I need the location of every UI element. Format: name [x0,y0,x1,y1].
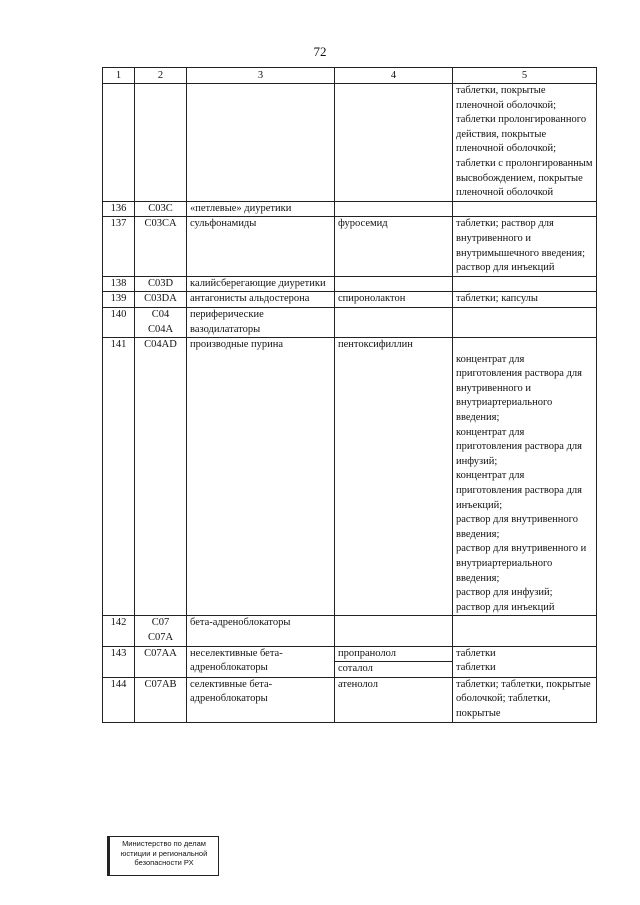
atc-code [135,677,187,722]
medicine-name [335,616,453,646]
dosage-forms [453,677,597,722]
row-number: 138 [103,276,135,292]
table-row [103,338,597,616]
table-row [103,84,597,202]
header-col-1: 1 [103,68,135,84]
medicine-name [335,338,453,616]
medicine-name-line: соталол [335,661,452,677]
header-col-4: 4 [335,68,453,84]
atc-code [135,646,187,677]
header-col-5: 5 [453,68,597,84]
anatomical-therapeutic-group: антагонисты альдостерона [187,292,335,308]
medicine-name-line: фуросемид [338,218,388,230]
dosage-forms-text: концентрат для приготовления раствора для внутривенного и внутриартериального введения; концентрат для приготовления раствора для инфузий; концентрат для приготовления раствора для инъекций; раствор для внутривенного введения; раствор для внутривенного и внутриартериального введения; раствор для инфузий; раствор для инъекций [456,353,587,613]
anatomical-therapeutic-group: калийсберегающие диуретики [187,276,335,292]
atc-code [135,338,187,616]
dosage-forms [453,201,597,217]
header-col-3: 3 [187,68,335,84]
atc-code-line: C07AB [144,678,177,690]
dosage-forms-text: таблетки; раствор для внутривенного и внутримышечного введения; раствор для инъекций [456,218,586,274]
dosage-forms [453,307,597,337]
table-row [103,201,597,217]
atc-code [135,84,187,202]
dosage-forms-text: таблетки; капсулы [456,293,538,305]
medicine-name [335,646,453,677]
atc-code [135,616,187,646]
medicine-name-line: пропранолол [338,647,396,659]
medicine-name-line: атенолол [338,678,378,690]
row-number: 142 [103,616,135,646]
row-number: 136 [103,201,135,217]
atc-code [135,276,187,292]
atc-code-line: C04 [151,308,170,320]
row-number: 144 [103,677,135,722]
atc-code-line: C07A [147,631,174,643]
row-number: 141 [103,338,135,616]
medicine-name [335,276,453,292]
dosage-forms-text: таблетки; таблетки, покрытые оболочкой; таблетки, покрытые [456,678,591,719]
row-number: 137 [103,217,135,276]
table-row [103,307,597,337]
atc-code-line: C03DA [144,293,177,305]
stamp-line: Министерство по делам [122,839,206,848]
atc-code [135,307,187,337]
atc-code-line: C07AA [144,647,177,659]
medicine-name [335,292,453,308]
medicine-name [335,84,453,202]
stamp-line: безопасности РХ [134,858,194,867]
medicine-name [335,201,453,217]
dosage-forms [453,338,597,616]
medicine-name [335,307,453,337]
anatomical-therapeutic-group [187,84,335,202]
medicine-name-line: спиронолактон [338,293,406,305]
dosage-forms [453,616,597,646]
atc-code [135,292,187,308]
atc-code-line: C03D [147,277,174,289]
atc-code-line: C03C [148,202,173,214]
dosage-forms [453,217,597,276]
row-number: 143 [103,646,135,677]
dosage-forms [453,646,597,677]
medicines-table [102,67,597,723]
table-row [103,217,597,276]
medicine-name [335,677,453,722]
row-number: 139 [103,292,135,308]
page-number: 72 [313,44,327,59]
row-number [103,84,135,202]
atc-code-line: C04A [147,323,174,335]
atc-code [135,201,187,217]
anatomical-therapeutic-group: сульфонамиды [187,217,335,276]
atc-code-line: C03CA [144,218,177,230]
anatomical-therapeutic-group: «петлевые» диуретики [187,201,335,217]
anatomical-therapeutic-group: периферические вазодилататоры [187,307,335,337]
dosage-forms [453,292,597,308]
ministry-stamp [107,836,219,876]
medicine-name-line: пентоксифиллин [338,339,413,351]
row-number: 140 [103,307,135,337]
anatomical-therapeutic-group: селективные бета-адреноблокаторы [187,677,335,722]
table-row [103,276,597,292]
table-header-row [103,68,597,84]
dosage-forms-text: таблетки, покрытые пленочной оболочкой; таблетки пролонгированного действия, покрытые пленочной оболочкой; таблетки с пролонгированным высвобождением, покрытые пленочной оболочкой [456,85,593,199]
anatomical-therapeutic-group: бета-адреноблокаторы [187,616,335,646]
table-row [103,292,597,308]
dosage-forms [453,276,597,292]
table-row [103,646,597,677]
anatomical-therapeutic-group: производные пурина [187,338,335,616]
medicine-name [335,217,453,276]
dosage-forms [453,84,597,202]
anatomical-therapeutic-group: неселективные бета-адреноблокаторы [187,646,335,677]
atc-code-line: C07 [151,617,170,629]
dosage-forms-text: таблетки таблетки [456,647,496,674]
header-col-2: 2 [135,68,187,84]
atc-code [135,217,187,276]
table-row [103,677,597,722]
table-row [103,616,597,646]
stamp-line: юстиции и региональной [120,848,208,858]
atc-code-line: C04AD [144,339,177,351]
